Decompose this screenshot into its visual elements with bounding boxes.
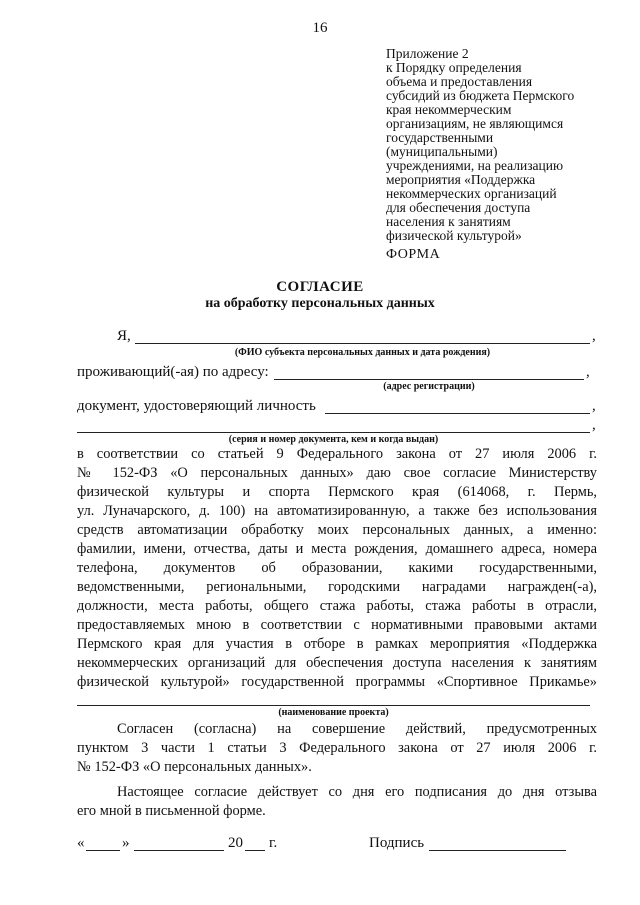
body-line: № 152-ФЗ «О персональных данных» даю свое согласие Министерству (77, 465, 597, 481)
appendix-line: физической культурой» (386, 228, 522, 243)
body-line: Пермского края для участия в отборе в рамках мероприятия «Поддержка (77, 636, 597, 652)
ya-label: Я, (117, 328, 131, 344)
body-line: должности, места работы, общего стажа работы, стажа работы в отрасли, (77, 598, 597, 614)
appendix-line: края некоммерческим (386, 102, 512, 117)
document-input-line[interactable] (325, 413, 590, 414)
appendix-line: мероприятия «Поддержка (386, 172, 536, 187)
document-details-end-comma: , (592, 417, 596, 433)
appendix-line: объема и предоставления (386, 74, 533, 89)
body-line: ул. Луначарского, д. 100) на автоматизированную, а также без использования (77, 503, 597, 519)
appendix-line: государственными (386, 130, 494, 145)
form-label: ФОРМА (386, 247, 441, 262)
document-caption: (серия и номер документа, кем и когда выдан) (228, 434, 439, 445)
project-name-input-line[interactable] (77, 705, 590, 706)
body-line: некоммерческих организаций для обеспечения доступа населения к занятиям (77, 655, 597, 671)
date-quote-open: « (77, 835, 85, 851)
signature-input-line[interactable] (429, 850, 566, 851)
year-input-line[interactable] (245, 850, 265, 851)
consent-body (77, 445, 597, 692)
document-subtitle: на обработку персональных данных (205, 296, 435, 311)
validity-line: Настоящее согласие действует со дня его подписания до дня отзыва (117, 784, 597, 800)
day-input-line[interactable] (86, 850, 120, 851)
consent-actions-paragraph (77, 720, 597, 777)
consent-line: пунктом 3 части 1 статьи 3 Федерального закона от 27 июля 2006 г. (77, 740, 597, 756)
appendix-line: организациям, не являющимся (386, 116, 564, 131)
appendix-line: к Порядку определения (386, 60, 522, 75)
year-prefix: 20 (228, 835, 243, 851)
consent-line: № 152-ФЗ «О персональных данных». (77, 759, 312, 775)
date-quote-close: » (122, 835, 130, 851)
body-line: ведомственными, региональными, городскими наградами награжден(-а), (77, 579, 597, 595)
appendix-line: Приложение 2 (386, 46, 469, 61)
body-line: в соответствии со статьей 9 Федерального закона от 27 июля 2006 г. (77, 446, 597, 462)
signature-label: Подпись (369, 835, 425, 851)
body-line: телефона, документов об образовании, какими государственными, (77, 560, 597, 576)
fio-caption: (ФИО субъекта персональных данных и дата рождения) (234, 347, 491, 358)
document-title: СОГЛАСИЕ (276, 279, 364, 295)
appendix-line: субсидий из бюджета Пермского (386, 88, 575, 103)
appendix-line: населения к занятиям (386, 214, 511, 229)
body-line: средств автоматизации обработку моих персональных данных, а именно: (77, 522, 597, 538)
address-end-comma: , (586, 364, 590, 380)
body-line: физической культурой» государственной программы «Спортивное Прикамье» (77, 674, 597, 690)
body-line: физической культуры и спорта Пермского края (614068, г. Пермь, (77, 484, 597, 500)
body-line: предоставляемых мною в соответствии с нормативными правовыми актами (77, 617, 597, 633)
document-end-comma: , (592, 398, 596, 414)
address-caption: (адрес регистрации) (383, 381, 475, 392)
appendix-header (386, 47, 626, 243)
address-label: проживающий(-ая) по адресу: (77, 364, 269, 380)
fio-input-line[interactable] (135, 343, 590, 344)
page-number: 16 (312, 20, 328, 36)
validity-line: его мной в письменной форме. (77, 803, 266, 819)
fio-end-comma: , (592, 328, 596, 344)
project-caption: (наименование проекта) (278, 707, 389, 718)
body-line: фамилии, имени, отчества, даты и места рождения, домашнего адреса, номера (77, 541, 597, 557)
validity-paragraph (77, 783, 597, 821)
appendix-line: учреждениями, на реализацию (386, 158, 564, 173)
appendix-line: для обеспечения доступа (386, 200, 531, 215)
year-suffix: г. (269, 835, 278, 851)
appendix-line: некоммерческих организаций (386, 186, 557, 201)
month-input-line[interactable] (134, 850, 224, 851)
appendix-line: (муниципальными) (386, 144, 498, 159)
document-details-input-line[interactable] (77, 432, 590, 433)
document-label: документ, удостоверяющий личность (77, 398, 316, 414)
address-input-line[interactable] (274, 379, 584, 380)
consent-line: Согласен (согласна) на совершение действий, предусмотренных (117, 721, 597, 737)
